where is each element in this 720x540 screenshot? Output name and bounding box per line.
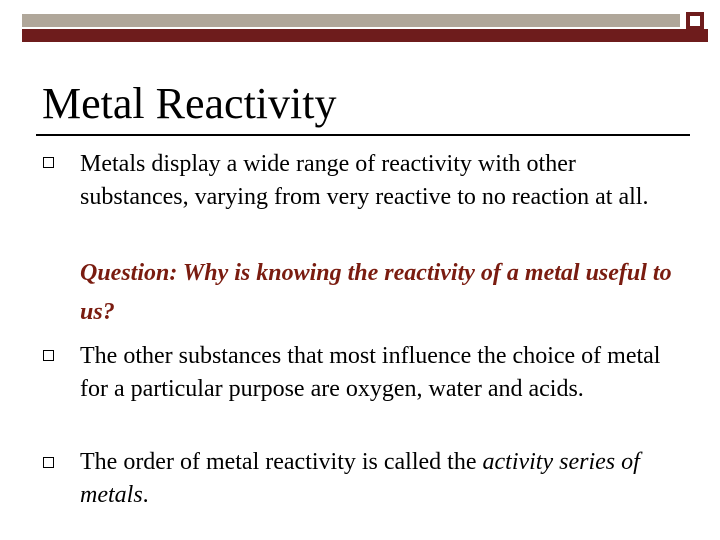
title-divider (36, 134, 690, 136)
header-band-bottom (22, 29, 708, 42)
header-band-top (22, 14, 680, 27)
bullet-2-text: The other substances that most influence the choice of metal for a particular purpose are oxygen, water and acids. (80, 343, 661, 402)
bullet-3-square-icon (43, 457, 54, 468)
bullet-1-text: Metals display a wide range of reactivity with other substances, varying from very reactive to no reaction at all. (80, 151, 649, 210)
bullet-3-text-emphasis: activity series of metals (80, 449, 640, 508)
bullet-3-text-after: . (142, 482, 149, 508)
bullet-2-square-icon (43, 350, 54, 361)
corner-square-inner (690, 16, 700, 26)
bullet-1-square-icon (43, 157, 54, 168)
bullet-3-text-before: The order of metal reactivity is called the (80, 449, 483, 475)
slide-title: Metal Reactivity (42, 79, 337, 128)
question-text: Question: Why is knowing the reactivity of a metal useful to us? (80, 260, 672, 325)
bullet-3-text (80, 446, 690, 512)
